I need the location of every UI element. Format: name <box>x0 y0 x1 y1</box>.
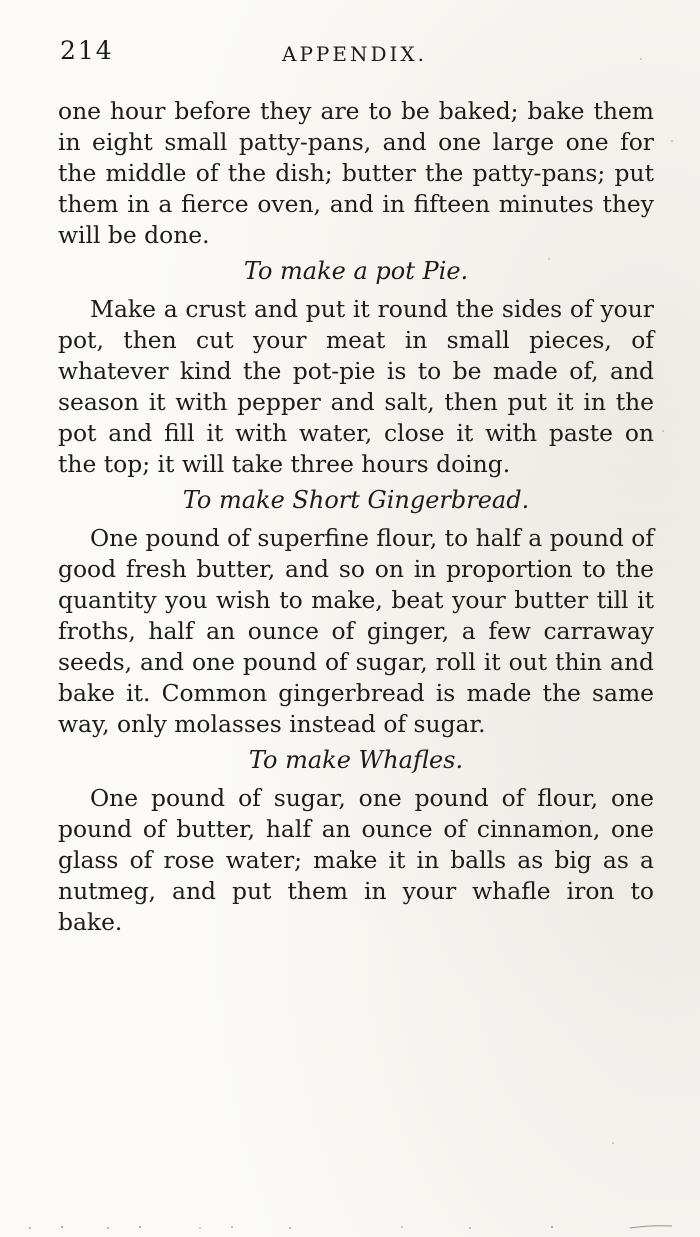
print-speck <box>640 58 642 60</box>
print-speck <box>612 1142 614 1144</box>
print-speck <box>640 856 643 858</box>
page-body <box>58 96 654 938</box>
recipe-text-pot-pie: Make a crust and put it round the sides of your pot, then cut your meat in small pieces, of whatever kind the pot-pie is to be made of, and season it with pepper and salt, then put it in the pot and fill it with water, close it with paste on the top; it will take three hours doing. <box>58 295 654 478</box>
print-speck <box>560 820 562 822</box>
page-header <box>60 36 660 76</box>
recipe-title-short-gingerbread: To make Short Gingerbread. <box>182 486 530 514</box>
bottom-edge-marks <box>0 1222 700 1232</box>
recipe-title-pot-pie: To make a pot Pie. <box>243 257 469 285</box>
print-speck <box>548 258 550 260</box>
recipe-title-whafles: To make Whafles. <box>248 746 464 774</box>
continuation-paragraph: one hour before they are to be baked; bake them in eight small patty-pans, and one large one for the middle of the dish; butter the patty-pans; put them in a fierce oven, and in fifteen minutes they will be done. <box>58 97 654 249</box>
page-number: 214 <box>60 36 114 65</box>
recipe-text-short-gingerbread: One pound of superfine flour, to half a pound of good fresh butter, and so on in proportion to the quantity you wish to make, beat your butter till it froths, half an ounce of ginger, a few carraway seeds, and one pound of sugar, roll it out thin and bake it. Common gingerbread is made the same way, only molasses instead of sugar. <box>58 524 654 738</box>
print-speck <box>662 430 664 432</box>
running-head: APPENDIX. <box>282 42 427 66</box>
recipe-text-whafles: One pound of sugar, one pound of flour, one pound of butter, half an ounce of cinnamon, one glass of rose water; make it in balls as big as a nutmeg, and put them in your whafle iron to bake. <box>58 784 654 936</box>
print-speck <box>671 140 673 142</box>
